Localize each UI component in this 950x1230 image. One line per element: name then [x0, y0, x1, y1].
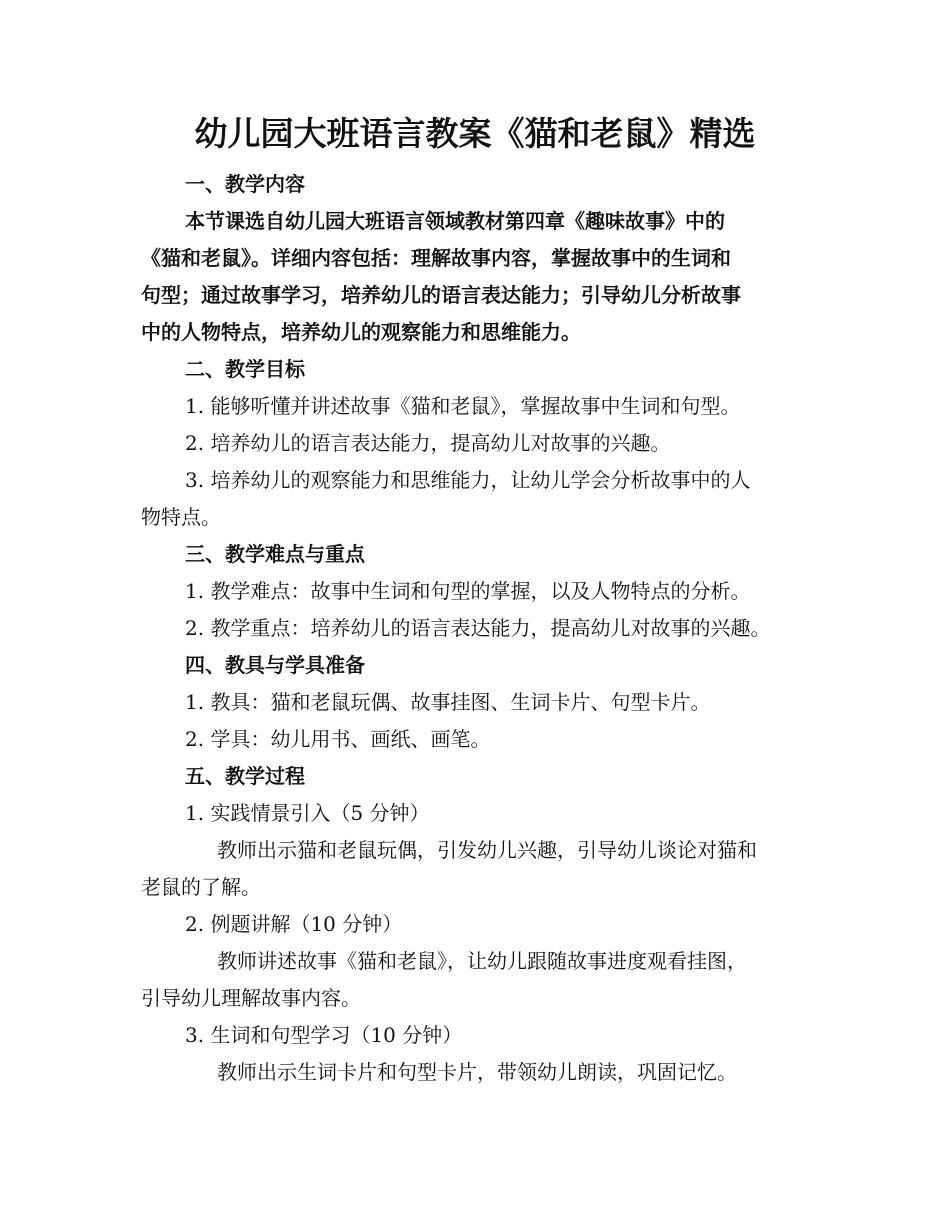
section-heading-process: 五、教学过程 — [185, 764, 305, 788]
process-step-desc: 老鼠的了解。 — [141, 875, 261, 899]
difficulty-item: 2. 教学重点：培养幼儿的语言表达能力，提高幼儿对故事的兴趣。 — [185, 616, 771, 640]
materials-item: 2. 学具：幼儿用书、画纸、画笔。 — [185, 727, 491, 751]
section-heading-teaching-goals: 二、教学目标 — [185, 357, 305, 381]
document-title: 幼儿园大班语言教案《猫和老鼠》精选 — [194, 114, 756, 153]
process-step-desc: 教师讲述故事《猫和老鼠》，让幼儿跟随故事进度观看挂图， — [217, 949, 747, 973]
goal-item: 3. 培养幼儿的观察能力和思维能力，让幼儿学会分析故事中的人 — [185, 468, 751, 492]
goal-item: 2. 培养幼儿的语言表达能力，提高幼儿对故事的兴趣。 — [185, 431, 671, 455]
goal-item-continued: 物特点。 — [141, 505, 221, 529]
process-step: 2. 例题讲解（10 分钟） — [185, 912, 403, 936]
section-heading-difficulties: 三、教学难点与重点 — [185, 542, 365, 566]
section-heading-materials: 四、教具与学具准备 — [185, 653, 365, 677]
teaching-content-line: 《猫和老鼠》。详细内容包括：理解故事内容，掌握故事中的生词和 — [141, 246, 731, 270]
teaching-content-line: 句型；通过故事学习，培养幼儿的语言表达能力；引导幼儿分析故事 — [141, 283, 741, 307]
process-step: 3. 生词和句型学习（10 分钟） — [185, 1023, 463, 1047]
section-heading-teaching-content: 一、教学内容 — [185, 172, 305, 196]
process-step-desc: 引导幼儿理解故事内容。 — [141, 986, 361, 1010]
teaching-content-line: 本节课选自幼儿园大班语言领域教材第四章《趣味故事》中的 — [185, 209, 725, 233]
process-step-desc: 教师出示生词卡片和句型卡片，带领幼儿朗读，巩固记忆。 — [217, 1060, 737, 1084]
process-step-desc: 教师出示猫和老鼠玩偶，引发幼儿兴趣，引导幼儿谈论对猫和 — [217, 838, 757, 862]
difficulty-item: 1. 教学难点：故事中生词和句型的掌握，以及人物特点的分析。 — [185, 579, 751, 603]
process-step: 1. 实践情景引入（5 分钟） — [185, 801, 430, 825]
goal-item: 1. 能够听懂并讲述故事《猫和老鼠》，掌握故事中生词和句型。 — [185, 394, 741, 418]
teaching-content-line: 中的人物特点，培养幼儿的观察能力和思维能力。 — [141, 320, 581, 344]
document-body — [141, 166, 821, 1091]
materials-item: 1. 教具：猫和老鼠玩偶、故事挂图、生词卡片、句型卡片。 — [185, 690, 711, 714]
